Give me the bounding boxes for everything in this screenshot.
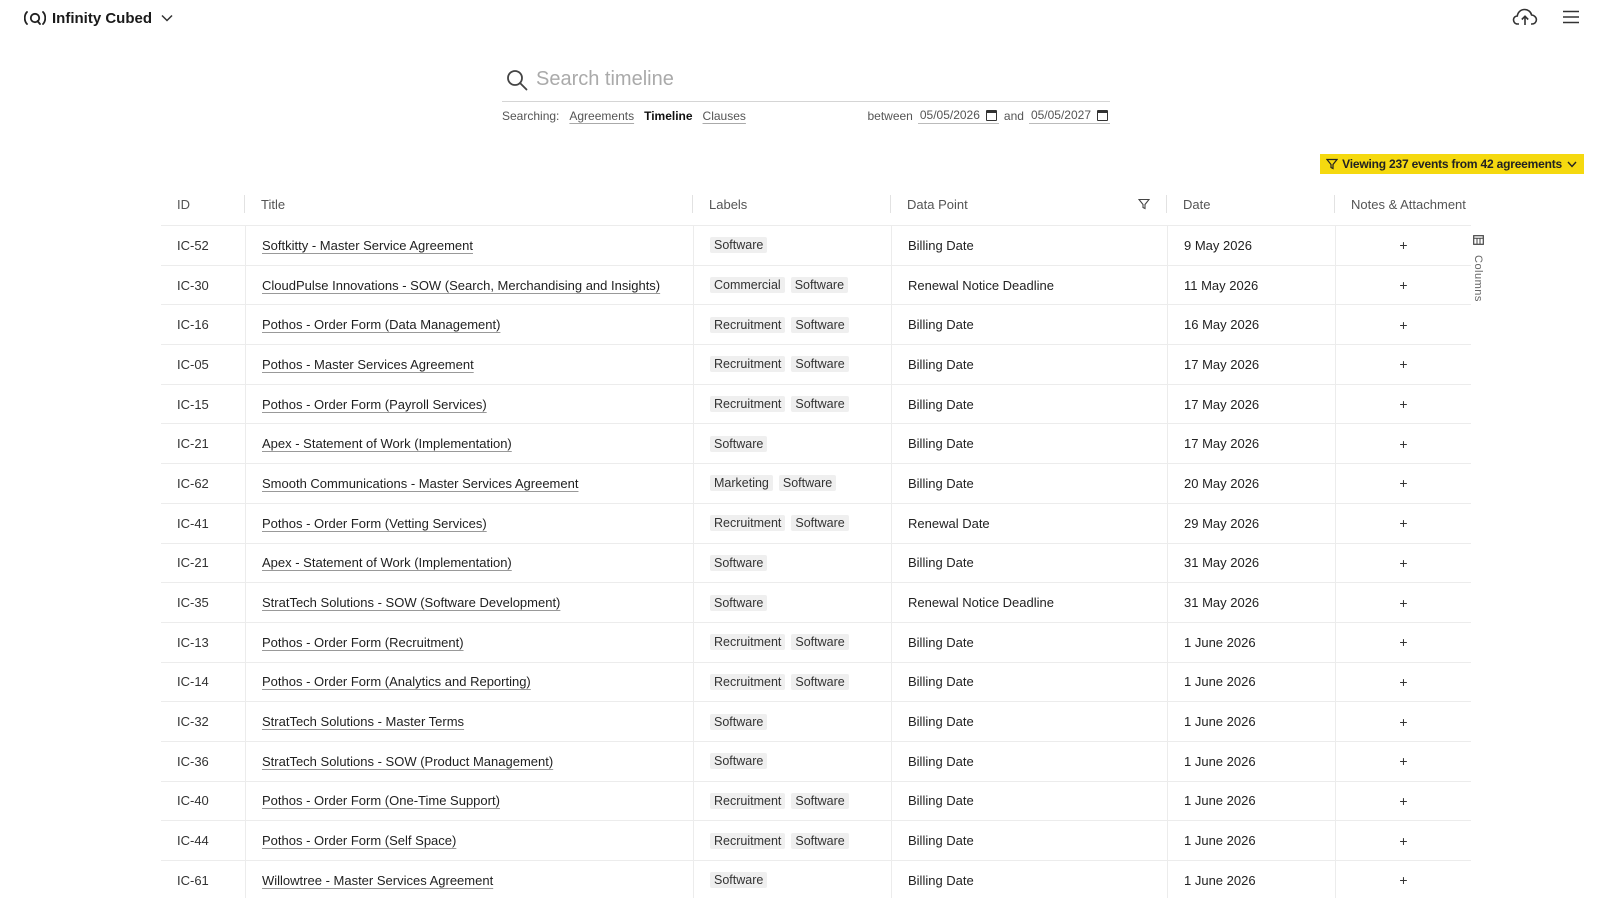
agreement-title-link[interactable]: Pothos - Order Form (Payroll Services) bbox=[262, 396, 487, 412]
data-point-text: Billing Date bbox=[908, 833, 974, 849]
cell-labels bbox=[693, 782, 891, 821]
data-point-text: Renewal Notice Deadline bbox=[908, 277, 1054, 293]
event-date: 20 May 2026 bbox=[1184, 475, 1260, 491]
data-point-text: Billing Date bbox=[908, 237, 974, 253]
agreement-id: IC-32 bbox=[177, 714, 209, 730]
add-note-button[interactable] bbox=[1335, 663, 1471, 702]
add-note-button[interactable] bbox=[1335, 861, 1471, 898]
agreement-title-link[interactable]: Pothos - Master Services Agreement bbox=[262, 356, 474, 372]
cell-id bbox=[161, 544, 245, 583]
cell-labels bbox=[693, 504, 891, 543]
cell-labels bbox=[693, 345, 891, 384]
cell-date bbox=[1167, 623, 1335, 662]
data-point-text: Billing Date bbox=[908, 872, 974, 888]
cell-labels bbox=[693, 464, 891, 503]
cell-id bbox=[161, 464, 245, 503]
plus-icon: + bbox=[1399, 713, 1408, 730]
plus-icon: + bbox=[1399, 832, 1408, 849]
add-note-button[interactable] bbox=[1335, 583, 1471, 622]
cell-labels bbox=[693, 226, 891, 265]
agreement-title-link[interactable]: Pothos - Order Form (Data Management) bbox=[262, 317, 501, 333]
cell-labels bbox=[693, 266, 891, 305]
label-tag[interactable]: Recruitment bbox=[710, 396, 785, 412]
table-row[interactable] bbox=[161, 304, 1471, 344]
top-actions bbox=[1512, 4, 1584, 30]
agreement-id: IC-61 bbox=[177, 872, 209, 888]
cell-date bbox=[1167, 544, 1335, 583]
data-point-text: Billing Date bbox=[908, 555, 974, 571]
event-date: 1 June 2026 bbox=[1184, 674, 1256, 690]
search-scope-row bbox=[502, 106, 1110, 126]
data-point-text: Renewal Notice Deadline bbox=[908, 595, 1054, 611]
cell-data-point bbox=[891, 424, 1167, 463]
agreement-id: IC-52 bbox=[177, 237, 209, 253]
scope-agreements[interactable]: Agreements bbox=[569, 109, 635, 123]
table-row[interactable] bbox=[161, 622, 1471, 662]
column-header-date[interactable]: Date bbox=[1167, 183, 1335, 225]
agreement-title-link[interactable]: Softkitty - Master Service Agreement bbox=[262, 237, 473, 253]
cell-title bbox=[245, 266, 693, 305]
table-header bbox=[161, 183, 1471, 225]
cell-title bbox=[245, 821, 693, 860]
cell-date bbox=[1167, 742, 1335, 781]
infinity-logo-icon bbox=[24, 7, 46, 29]
label-tag[interactable]: Recruitment bbox=[710, 793, 785, 809]
agreement-title-link[interactable]: CloudPulse Innovations - SOW (Search, Merchandising and Insights) bbox=[262, 277, 661, 293]
agreement-id: IC-14 bbox=[177, 674, 209, 690]
plus-icon: + bbox=[1399, 277, 1408, 294]
data-point-text: Billing Date bbox=[908, 793, 974, 809]
table-row[interactable] bbox=[161, 860, 1471, 898]
agreement-title-link[interactable]: StratTech Solutions - SOW (Software Development) bbox=[262, 595, 561, 611]
table-row[interactable] bbox=[161, 662, 1471, 702]
label-tag[interactable]: Recruitment bbox=[710, 634, 785, 650]
label-tag[interactable]: Software bbox=[791, 356, 848, 372]
column-header-id[interactable]: ID bbox=[161, 183, 245, 225]
table-row[interactable] bbox=[161, 741, 1471, 781]
cell-labels bbox=[693, 623, 891, 662]
calendar-icon bbox=[1097, 110, 1108, 121]
plus-icon: + bbox=[1399, 634, 1408, 651]
column-header-labels[interactable]: Labels bbox=[693, 183, 891, 225]
data-point-text: Billing Date bbox=[908, 634, 974, 650]
event-date: 17 May 2026 bbox=[1184, 396, 1260, 412]
cell-date bbox=[1167, 226, 1335, 265]
workspace-switcher[interactable] bbox=[24, 6, 174, 30]
cell-title bbox=[245, 226, 693, 265]
table-row[interactable] bbox=[161, 423, 1471, 463]
cell-title bbox=[245, 663, 693, 702]
cell-id bbox=[161, 305, 245, 344]
plus-icon: + bbox=[1399, 316, 1408, 333]
cell-id bbox=[161, 583, 245, 622]
workspace-name: Infinity Cubed bbox=[52, 9, 152, 27]
agreement-id: IC-40 bbox=[177, 793, 209, 809]
cell-date bbox=[1167, 424, 1335, 463]
cell-title bbox=[245, 385, 693, 424]
cell-data-point bbox=[891, 821, 1167, 860]
add-note-button[interactable] bbox=[1335, 702, 1471, 741]
cell-date bbox=[1167, 702, 1335, 741]
to-date-input[interactable] bbox=[1029, 108, 1110, 124]
cell-id bbox=[161, 702, 245, 741]
plus-icon: + bbox=[1399, 753, 1408, 770]
event-date: 16 May 2026 bbox=[1184, 317, 1260, 333]
event-date: 17 May 2026 bbox=[1184, 356, 1260, 372]
label-tag[interactable]: Marketing bbox=[710, 475, 773, 491]
event-date: 29 May 2026 bbox=[1184, 515, 1260, 531]
cell-title bbox=[245, 424, 693, 463]
data-point-text: Billing Date bbox=[908, 753, 974, 769]
event-date: 1 June 2026 bbox=[1184, 714, 1256, 730]
event-date: 1 June 2026 bbox=[1184, 634, 1256, 650]
add-note-button[interactable] bbox=[1335, 742, 1471, 781]
label-tag[interactable]: Recruitment bbox=[710, 317, 785, 333]
plus-icon: + bbox=[1399, 396, 1408, 413]
add-note-button[interactable] bbox=[1335, 226, 1471, 265]
cell-title bbox=[245, 782, 693, 821]
table-row[interactable] bbox=[161, 463, 1471, 503]
chevron-down-icon bbox=[160, 11, 174, 25]
plus-icon: + bbox=[1399, 356, 1408, 373]
plus-icon: + bbox=[1399, 594, 1408, 611]
cell-id bbox=[161, 821, 245, 860]
agreement-title-link[interactable]: Pothos - Order Form (Vetting Services) bbox=[262, 515, 487, 531]
label-tag[interactable]: Software bbox=[791, 277, 848, 293]
column-header-title[interactable]: Title bbox=[245, 183, 693, 225]
agreement-id: IC-16 bbox=[177, 317, 209, 333]
cell-data-point bbox=[891, 266, 1167, 305]
agreement-id: IC-30 bbox=[177, 277, 209, 293]
cell-title bbox=[245, 702, 693, 741]
label-tag[interactable]: Software bbox=[710, 595, 767, 611]
table-body bbox=[161, 225, 1471, 898]
cell-id bbox=[161, 742, 245, 781]
viewing-events-badge[interactable] bbox=[1320, 154, 1584, 174]
label-tag[interactable]: Software bbox=[710, 436, 767, 452]
event-date: 11 May 2026 bbox=[1184, 277, 1259, 293]
cell-labels bbox=[693, 742, 891, 781]
table-row[interactable] bbox=[161, 344, 1471, 384]
cell-id bbox=[161, 861, 245, 898]
timeline-table bbox=[161, 183, 1471, 898]
agreement-id: IC-21 bbox=[177, 555, 209, 571]
cell-title bbox=[245, 742, 693, 781]
table-row[interactable] bbox=[161, 781, 1471, 821]
from-date-input[interactable] bbox=[918, 108, 999, 124]
cell-data-point bbox=[891, 861, 1167, 898]
cell-title bbox=[245, 583, 693, 622]
cell-data-point bbox=[891, 345, 1167, 384]
agreement-id: IC-15 bbox=[177, 396, 209, 412]
table-row[interactable] bbox=[161, 820, 1471, 860]
cell-date bbox=[1167, 821, 1335, 860]
event-date: 31 May 2026 bbox=[1184, 595, 1260, 611]
label-tag[interactable]: Software bbox=[791, 793, 848, 809]
searching-label: Searching: bbox=[502, 109, 560, 123]
cell-date bbox=[1167, 464, 1335, 503]
event-date: 17 May 2026 bbox=[1184, 436, 1260, 452]
data-point-text: Billing Date bbox=[908, 475, 974, 491]
cell-data-point bbox=[891, 305, 1167, 344]
label-tag[interactable]: Software bbox=[791, 833, 848, 849]
cell-data-point bbox=[891, 663, 1167, 702]
label-tag[interactable]: Software bbox=[791, 317, 848, 333]
cell-labels bbox=[693, 821, 891, 860]
cell-date bbox=[1167, 583, 1335, 622]
cell-title bbox=[245, 504, 693, 543]
cell-id bbox=[161, 345, 245, 384]
agreement-id: IC-41 bbox=[177, 515, 209, 531]
to-date-value: 05/05/2027 bbox=[1030, 108, 1091, 122]
cell-data-point bbox=[891, 702, 1167, 741]
cell-date bbox=[1167, 504, 1335, 543]
add-note-button[interactable] bbox=[1335, 424, 1471, 463]
add-note-button[interactable] bbox=[1335, 544, 1471, 583]
plus-icon: + bbox=[1399, 554, 1408, 571]
data-point-text: Billing Date bbox=[908, 317, 974, 333]
cell-data-point bbox=[891, 782, 1167, 821]
plus-icon: + bbox=[1399, 792, 1408, 809]
add-note-button[interactable] bbox=[1335, 385, 1471, 424]
table-columns-icon bbox=[1473, 232, 1484, 250]
event-date: 1 June 2026 bbox=[1184, 793, 1256, 809]
scope-timeline[interactable]: Timeline bbox=[644, 109, 693, 123]
table-row[interactable] bbox=[161, 543, 1471, 583]
cell-data-point bbox=[891, 544, 1167, 583]
plus-icon: + bbox=[1399, 515, 1408, 532]
add-note-button[interactable] bbox=[1335, 504, 1471, 543]
scope-clauses[interactable]: Clauses bbox=[702, 109, 746, 123]
cell-data-point bbox=[891, 583, 1167, 622]
label-tag[interactable]: Software bbox=[710, 753, 767, 769]
column-header-data-point[interactable]: Data Point bbox=[891, 183, 1167, 225]
cell-title bbox=[245, 464, 693, 503]
cell-id bbox=[161, 424, 245, 463]
cell-id bbox=[161, 504, 245, 543]
label-tag[interactable]: Software bbox=[710, 237, 767, 253]
data-point-text: Billing Date bbox=[908, 396, 974, 412]
cell-id bbox=[161, 663, 245, 702]
label-tag[interactable]: Software bbox=[791, 515, 848, 531]
table-row[interactable] bbox=[161, 225, 1471, 265]
viewing-events-text: Viewing 237 events from 42 agreements bbox=[1342, 157, 1562, 171]
calendar-icon bbox=[986, 110, 997, 121]
columns-toggle[interactable] bbox=[1470, 232, 1486, 302]
between-label: between bbox=[867, 109, 913, 123]
table-row[interactable] bbox=[161, 582, 1471, 622]
agreement-title-link[interactable]: Apex - Statement of Work (Implementation) bbox=[262, 436, 512, 452]
label-tag[interactable]: Software bbox=[710, 555, 767, 571]
cell-data-point bbox=[891, 464, 1167, 503]
cell-title bbox=[245, 623, 693, 662]
agreement-title-link[interactable]: Smooth Communications - Master Services Agreement bbox=[262, 475, 579, 491]
cell-title bbox=[245, 345, 693, 384]
agreement-id: IC-05 bbox=[177, 356, 209, 372]
agreement-id: IC-36 bbox=[177, 753, 209, 769]
add-note-button[interactable] bbox=[1335, 345, 1471, 384]
label-tag[interactable]: Recruitment bbox=[710, 674, 785, 690]
event-date: 1 June 2026 bbox=[1184, 833, 1256, 849]
agreement-title-link[interactable]: Pothos - Order Form (One-Time Support) bbox=[262, 793, 500, 809]
cell-labels bbox=[693, 663, 891, 702]
plus-icon: + bbox=[1399, 237, 1408, 254]
search-input[interactable] bbox=[536, 68, 1110, 91]
cell-id bbox=[161, 266, 245, 305]
cell-date bbox=[1167, 345, 1335, 384]
agreement-id: IC-44 bbox=[177, 833, 209, 849]
agreement-title-link[interactable]: Pothos - Order Form (Self Space) bbox=[262, 833, 457, 849]
filter-icon[interactable] bbox=[1137, 197, 1151, 211]
label-tag[interactable]: Recruitment bbox=[710, 515, 785, 531]
cell-date bbox=[1167, 305, 1335, 344]
table-row[interactable] bbox=[161, 265, 1471, 305]
label-tag[interactable]: Recruitment bbox=[710, 356, 785, 372]
cell-date bbox=[1167, 266, 1335, 305]
cell-title bbox=[245, 861, 693, 898]
table-row[interactable] bbox=[161, 503, 1471, 543]
cloud-upload-icon[interactable] bbox=[1512, 4, 1538, 30]
data-point-text: Billing Date bbox=[908, 436, 974, 452]
add-note-button[interactable] bbox=[1335, 266, 1471, 305]
agreement-id: IC-62 bbox=[177, 475, 209, 491]
cell-date bbox=[1167, 782, 1335, 821]
filter-icon bbox=[1326, 158, 1338, 170]
cell-labels bbox=[693, 583, 891, 622]
cell-id bbox=[161, 385, 245, 424]
agreement-id: IC-13 bbox=[177, 634, 209, 650]
cell-data-point bbox=[891, 623, 1167, 662]
add-note-button[interactable] bbox=[1335, 623, 1471, 662]
agreement-title-link[interactable]: Willowtree - Master Services Agreement bbox=[262, 872, 494, 888]
data-point-text: Billing Date bbox=[908, 356, 974, 372]
cell-labels bbox=[693, 861, 891, 898]
label-tag[interactable]: Software bbox=[779, 475, 836, 491]
add-note-button[interactable] bbox=[1335, 782, 1471, 821]
cell-labels bbox=[693, 702, 891, 741]
plus-icon: + bbox=[1399, 872, 1408, 889]
columns-label: Columns bbox=[1472, 255, 1484, 302]
date-range bbox=[867, 108, 1110, 124]
search-icon bbox=[504, 67, 530, 93]
agreement-title-link[interactable]: StratTech Solutions - Master Terms bbox=[262, 714, 465, 730]
cell-labels bbox=[693, 385, 891, 424]
cell-data-point bbox=[891, 385, 1167, 424]
cell-data-point bbox=[891, 504, 1167, 543]
agreement-title-link[interactable]: Pothos - Order Form (Analytics and Reporting) bbox=[262, 674, 531, 690]
cell-labels bbox=[693, 424, 891, 463]
cell-date bbox=[1167, 861, 1335, 898]
cell-id bbox=[161, 782, 245, 821]
event-date: 9 May 2026 bbox=[1184, 237, 1252, 253]
agreement-id: IC-35 bbox=[177, 595, 209, 611]
agreement-title-link[interactable]: Pothos - Order Form (Recruitment) bbox=[262, 634, 464, 650]
cell-id bbox=[161, 623, 245, 662]
add-note-button[interactable] bbox=[1335, 821, 1471, 860]
cell-date bbox=[1167, 663, 1335, 702]
plus-icon: + bbox=[1399, 475, 1408, 492]
cell-title bbox=[245, 305, 693, 344]
data-point-text: Billing Date bbox=[908, 674, 974, 690]
plus-icon: + bbox=[1399, 673, 1408, 690]
label-tag[interactable]: Software bbox=[791, 396, 848, 412]
column-header-notes[interactable]: Notes & Attachment bbox=[1351, 196, 1466, 212]
cell-id bbox=[161, 226, 245, 265]
event-date: 1 June 2026 bbox=[1184, 872, 1256, 888]
table-row[interactable] bbox=[161, 701, 1471, 741]
cell-data-point bbox=[891, 742, 1167, 781]
add-note-button[interactable] bbox=[1335, 464, 1471, 503]
event-date: 31 May 2026 bbox=[1184, 555, 1260, 571]
plus-icon: + bbox=[1399, 435, 1408, 452]
agreement-title-link[interactable]: StratTech Solutions - SOW (Product Management) bbox=[262, 753, 554, 769]
cell-labels bbox=[693, 544, 891, 583]
chevron-down-icon bbox=[1566, 158, 1578, 170]
hamburger-menu-icon[interactable] bbox=[1558, 4, 1584, 30]
from-date-value: 05/05/2026 bbox=[919, 108, 980, 122]
data-point-text: Renewal Date bbox=[908, 515, 990, 531]
data-point-text: Billing Date bbox=[908, 714, 974, 730]
and-label: and bbox=[1003, 109, 1024, 123]
label-tag[interactable]: Software bbox=[710, 714, 767, 730]
label-tag[interactable]: Software bbox=[710, 872, 767, 888]
event-date: 1 June 2026 bbox=[1184, 753, 1256, 769]
agreement-id: IC-21 bbox=[177, 436, 209, 452]
agreement-title-link[interactable]: Apex - Statement of Work (Implementation) bbox=[262, 555, 512, 571]
add-note-button[interactable] bbox=[1335, 305, 1471, 344]
search-bar bbox=[502, 58, 1110, 102]
label-tag[interactable]: Commercial bbox=[710, 277, 785, 293]
label-tag[interactable]: Software bbox=[791, 674, 848, 690]
cell-date bbox=[1167, 385, 1335, 424]
label-tag[interactable]: Software bbox=[791, 634, 848, 650]
cell-title bbox=[245, 544, 693, 583]
cell-data-point bbox=[891, 226, 1167, 265]
table-row[interactable] bbox=[161, 384, 1471, 424]
cell-labels bbox=[693, 305, 891, 344]
label-tag[interactable]: Recruitment bbox=[710, 833, 785, 849]
